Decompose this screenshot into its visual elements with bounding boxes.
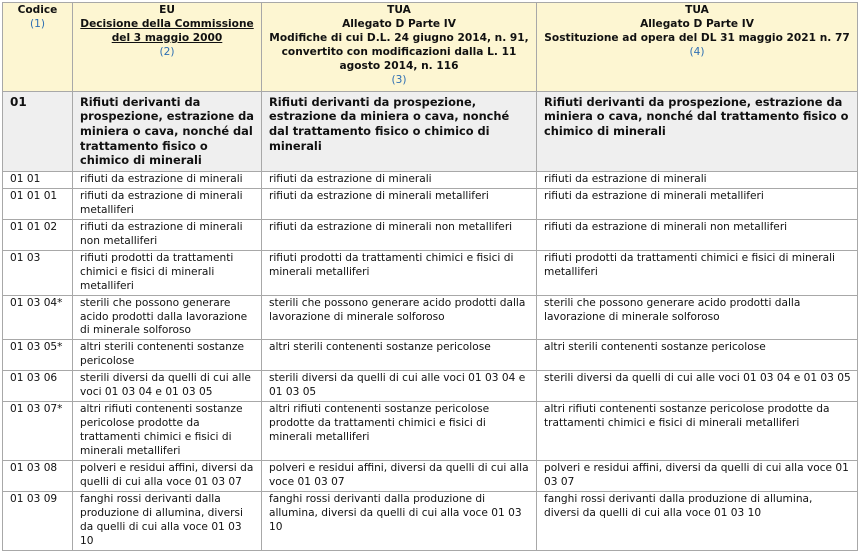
row-eu: rifiuti da estrazione di minerali non metalliferi	[73, 219, 262, 250]
table-body	[3, 91, 858, 550]
row-tua-2021: rifiuti da estrazione di minerali non metalliferi	[537, 219, 858, 250]
row-eu: rifiuti da estrazione di minerali metalliferi	[73, 188, 262, 219]
table-row	[3, 340, 858, 371]
table-header	[3, 3, 858, 92]
row-code: 01 03 09	[3, 492, 73, 551]
header-tua-2021-title: TUA	[685, 4, 709, 16]
row-code: 01 03 06	[3, 371, 73, 402]
header-tua-2014	[262, 3, 537, 92]
row-tua-2014: rifiuti da estrazione di minerali	[262, 171, 537, 188]
row-tua-2014: fanghi rossi derivanti dalla produzione di allumina, diversi da quelli di cui alla voce 01 03 10	[262, 492, 537, 551]
header-eu-ref: (2)	[159, 45, 175, 58]
row-tua-2014: altri rifiuti contenenti sostanze pericolose prodotte da trattamenti chimici e fisici di minerali metalliferi	[262, 402, 537, 461]
row-tua-2014: rifiuti da estrazione di minerali metalliferi	[262, 188, 537, 219]
row-tua-2014: sterili che possono generare acido prodotti dalla lavorazione di minerale solforoso	[262, 295, 537, 340]
header-tua-2014-subtitle: Allegato D Parte IV	[342, 17, 456, 30]
row-code: 01 03 04*	[3, 295, 73, 340]
row-tua-2021: rifiuti prodotti da trattamenti chimici e fisici di minerali metalliferi	[537, 250, 858, 295]
row-tua-2014: polveri e residui affini, diversi da quelli di cui alla voce 01 03 07	[262, 461, 537, 492]
section-tua-2021: Rifiuti derivanti da prospezione, estrazione da miniera o cava, nonché dal trattamento fisico o chimico di minerali	[537, 91, 858, 171]
row-tua-2021: sterili diversi da quelli di cui alle voci 01 03 04 e 01 03 05	[537, 371, 858, 402]
row-tua-2014: rifiuti da estrazione di minerali non metalliferi	[262, 219, 537, 250]
table-row	[3, 461, 858, 492]
table-row	[3, 371, 858, 402]
header-tua-2021-subtitle: Allegato D Parte IV	[640, 17, 754, 30]
table-row	[3, 295, 858, 340]
header-tua-2014-title: TUA	[387, 4, 411, 16]
section-tua-2014: Rifiuti derivanti da prospezione, estrazione da miniera o cava, nonché dal trattamento fisico o chimico di minerali	[262, 91, 537, 171]
header-tua-2021-ref: (4)	[689, 45, 705, 58]
row-code: 01 03 05*	[3, 340, 73, 371]
table-row	[3, 492, 858, 551]
header-codice	[3, 3, 73, 92]
section-row	[3, 91, 858, 171]
row-tua-2014: rifiuti prodotti da trattamenti chimici e fisici di minerali metalliferi	[262, 250, 537, 295]
row-tua-2021: altri sterili contenenti sostanze pericolose	[537, 340, 858, 371]
row-eu: altri rifiuti contenenti sostanze pericolose prodotte da trattamenti chimici e fisici di minerali metalliferi	[73, 402, 262, 461]
header-codice-title: Codice	[17, 4, 58, 16]
row-code: 01 01 01	[3, 188, 73, 219]
row-code: 01 03	[3, 250, 73, 295]
header-eu	[73, 3, 262, 92]
header-tua-2014-ref: (3)	[391, 73, 407, 86]
header-eu-title: EU	[159, 4, 175, 16]
row-tua-2021: polveri e residui affini, diversi da quelli di cui alla voce 01 03 07	[537, 461, 858, 492]
row-eu: sterili che possono generare acido prodotti dalla lavorazione di minerale solforoso	[73, 295, 262, 340]
header-eu-subtitle: Decisione della Commissione del 3 maggio 2000	[80, 17, 254, 44]
row-eu: rifiuti da estrazione di minerali	[73, 171, 262, 188]
section-code: 01	[3, 91, 73, 171]
row-tua-2014: sterili diversi da quelli di cui alle voci 01 03 04 e 01 03 05	[262, 371, 537, 402]
row-eu: polveri e residui affini, diversi da quelli di cui alla voce 01 03 07	[73, 461, 262, 492]
header-codice-ref: (1)	[29, 17, 45, 30]
table-row	[3, 402, 858, 461]
row-code: 01 01 02	[3, 219, 73, 250]
row-code: 01 03 07*	[3, 402, 73, 461]
row-tua-2021: altri rifiuti contenenti sostanze pericolose prodotte da trattamenti chimici e fisici di minerali metalliferi	[537, 402, 858, 461]
header-row	[3, 3, 858, 92]
row-code: 01 01	[3, 171, 73, 188]
header-tua-2021-detail: Sostituzione ad opera del DL 31 maggio 2021 n. 77	[544, 31, 850, 44]
header-tua-2014-detail: Modifiche di cui D.L. 24 giugno 2014, n. 91, convertito con modificazioni dalla L. 11 agosto 2014, n. 116	[269, 31, 529, 72]
row-code: 01 03 08	[3, 461, 73, 492]
row-tua-2021: rifiuti da estrazione di minerali	[537, 171, 858, 188]
table-row	[3, 171, 858, 188]
table-row	[3, 188, 858, 219]
table-row	[3, 250, 858, 295]
waste-code-comparison-table	[2, 2, 858, 551]
row-eu: sterili diversi da quelli di cui alle voci 01 03 04 e 01 03 05	[73, 371, 262, 402]
row-eu: altri sterili contenenti sostanze pericolose	[73, 340, 262, 371]
row-eu: rifiuti prodotti da trattamenti chimici e fisici di minerali metalliferi	[73, 250, 262, 295]
section-eu: Rifiuti derivanti da prospezione, estrazione da miniera o cava, nonché dal trattamento fisico o chimico di minerali	[73, 91, 262, 171]
row-eu: fanghi rossi derivanti dalla produzione di allumina, diversi da quelli di cui alla voce 01 03 10	[73, 492, 262, 551]
header-tua-2021	[537, 3, 858, 92]
row-tua-2014: altri sterili contenenti sostanze pericolose	[262, 340, 537, 371]
row-tua-2021: rifiuti da estrazione di minerali metalliferi	[537, 188, 858, 219]
row-tua-2021: sterili che possono generare acido prodotti dalla lavorazione di minerale solforoso	[537, 295, 858, 340]
table-row	[3, 219, 858, 250]
row-tua-2021: fanghi rossi derivanti dalla produzione di allumina, diversi da quelli di cui alla voce 01 03 10	[537, 492, 858, 551]
